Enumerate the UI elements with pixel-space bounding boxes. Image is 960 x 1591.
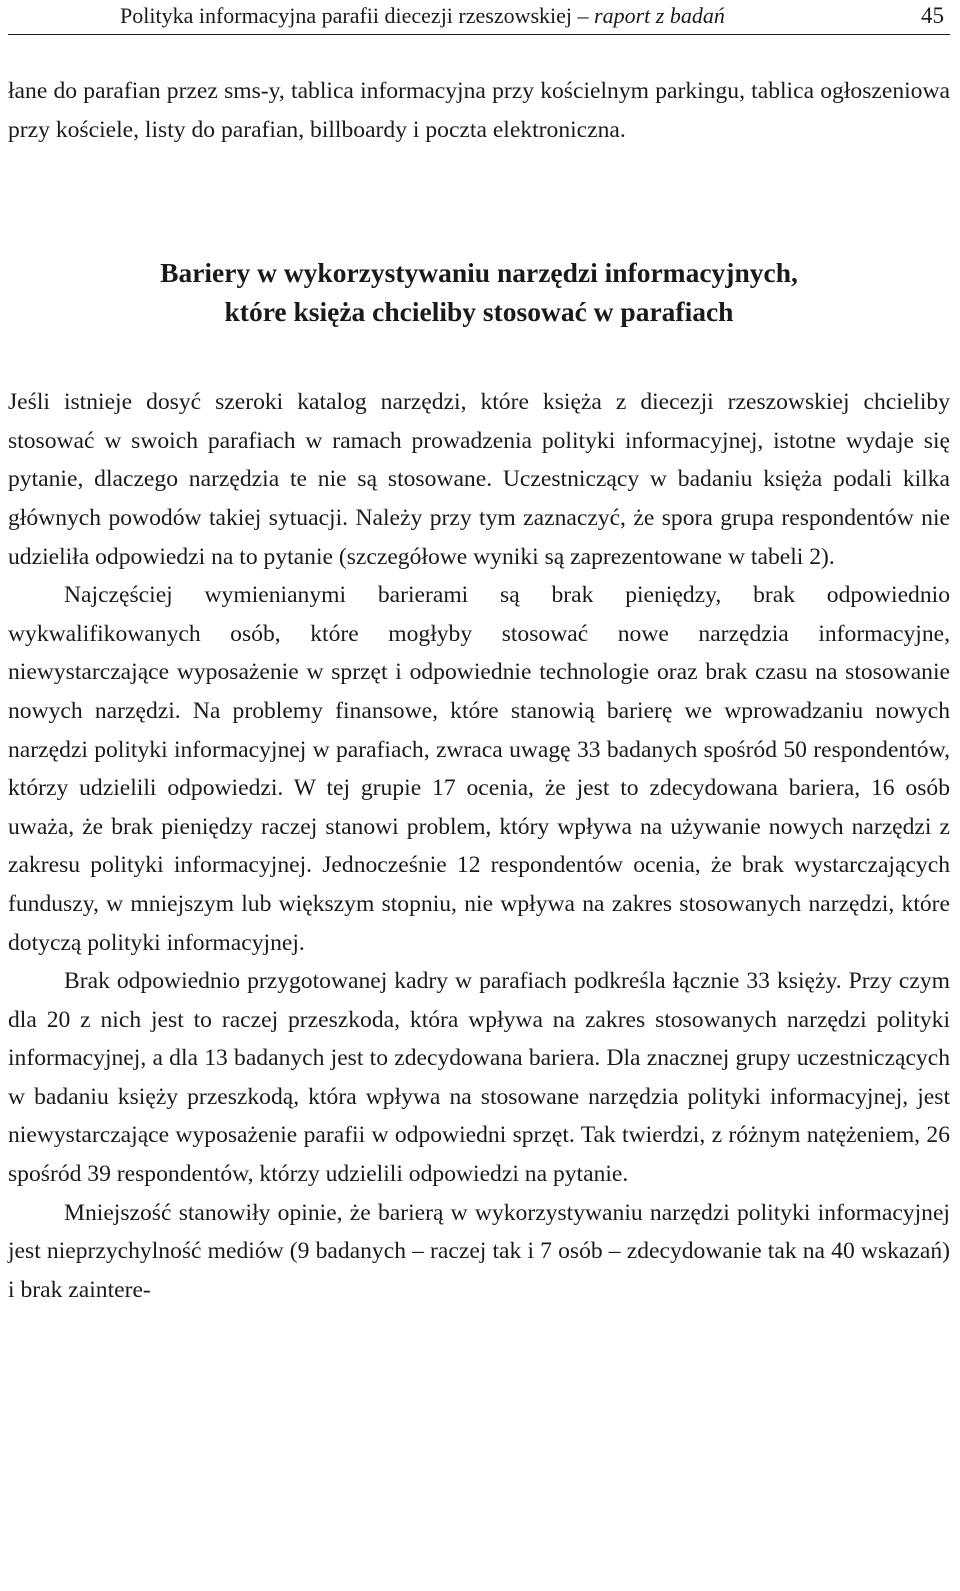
running-header-title (120, 2, 725, 30)
section-heading-line-1: Bariery w wykorzystywaniu narzędzi informacyjnych, (160, 257, 798, 289)
section-heading (8, 253, 950, 331)
document-page (8, 0, 950, 1591)
header-title-italic: raport z badań (594, 3, 725, 28)
paragraph-4: Mniejszość stanowiły opinie, że barierą w wykorzystywaniu narzędzi polityki informacyjnej jest nieprzychylność mediów (9 badanych – raczej tak i 7 osób – zdecydowanie tak na 40 wskazań) i brak zaintere- (8, 1199, 950, 1303)
paragraph-2: Najczęściej wymienianymi barierami są brak pieniędzy, brak odpowiednio wykwalifikowanych osób, które mogłyby stosować nowe narzędzia informacyjne, niewystarczające wyposażenie w sprzęt i odpowiednie technologie oraz brak czasu na stosowanie nowych narzędzi. Na problemy finansowe, które stanowią barierę we wprowadzaniu nowych narzędzi polityki informacyjnej w parafiach, zwraca uwagę 33 badanych spośród 50 respondentów, którzy udzielili odpowiedzi. W tej grupie 17 ocenia, że jest to zdecydowana bariera, 16 osób uważa, że brak pieniędzy raczej stanowi problem, który wpływa na używanie nowych narzędzi z zakresu polityki informacyjnej. Jednocześnie 12 respondentów ocenia, że brak wystarczających funduszy, w mniejszym lub większym stopniu, nie wpływa na zakres stosowanych narzędzi, które dotyczą polityki informacyjnej. (8, 582, 950, 956)
intro-paragraph: łane do parafian przez sms-y, tablica informacyjna przy kościelnym parkingu, tablica ogłoszeniowa przy kościele, listy do parafian, billboardy i poczta elektroniczna. (8, 78, 950, 143)
page-number: 45 (921, 3, 944, 28)
paragraph-3: Brak odpowiednio przygotowanej kadry w parafiach podkreśla łącznie 33 księży. Przy czym dla 20 z nich jest to raczej przeszkoda, która wpływa na zakres stosowanych narzędzi polityki informacyjnej, a dla 13 badanych jest to zdecydowana bariera. Dla znacznej grupy uczestniczących w badaniu księży przeszkodą, która wpływa na stosowane narzędzia polityki informacyjnej, jest niewystarczające wyposażenie parafii w odpowiedni sprzęt. Tak twierdzi, z różnym natężeniem, 26 spośród 39 respondentów, którzy udzielili odpowiedzi na pytanie. (8, 968, 950, 1188)
running-header (8, 0, 950, 35)
header-title-main: Polityka informacyjna parafii diecezji rzeszowskiej – (120, 3, 595, 28)
paragraph-1: Jeśli istnieje dosyć szeroki katalog narzędzi, które księża z diecezji rzeszowskiej chcieliby stosować w swoich parafiach w ramach prowadzenia polityki informacyjnej, istotne wydaje się pytanie, dlaczego narzędzia te nie są stosowane. Uczestniczący w badaniu księża podali kilka głównych powodów takiej sytuacji. Należy przy tym zaznaczyć, że spora grupa respondentów nie udzieliła odpowiedzi na to pytanie (szczegółowe wyniki są zaprezentowane w tabeli 2). (8, 389, 950, 570)
section-heading-line-2: które księża chcieliby stosować w parafiach (224, 296, 734, 328)
